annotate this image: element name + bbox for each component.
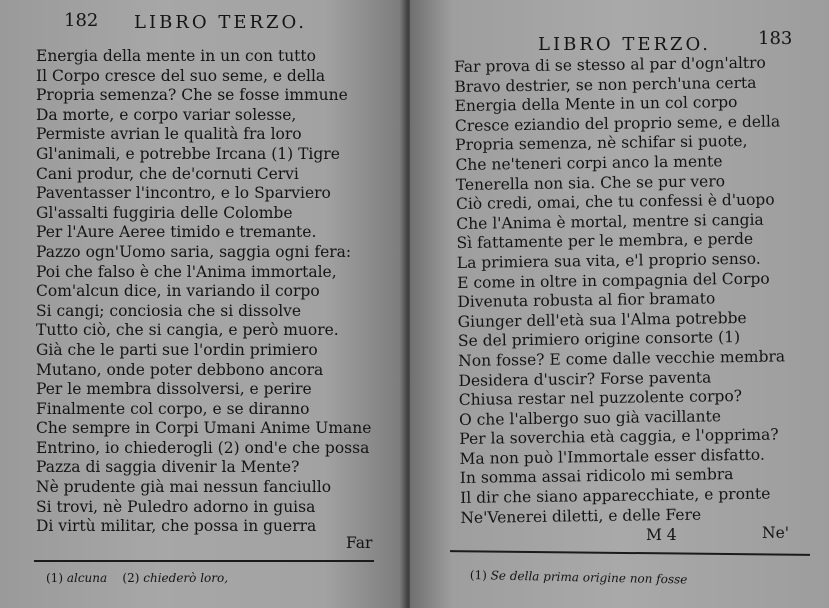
text-line: Ma non può l'Immortale esser disfatto. xyxy=(459,445,765,468)
footnote-marker: (1) xyxy=(46,571,63,585)
text-line: Per la soverchia età caggia, e l'opprima? xyxy=(459,425,779,449)
text-line: Ciò credi, omai, che tu confessi è d'uopo xyxy=(455,190,775,214)
text-line: La primiera sua vita, e'l proprio senso. xyxy=(456,249,761,272)
text-line: Da morte, e corpo variar solesse, xyxy=(36,105,297,124)
text-line: Per l'Aure Aeree timido e tremante. xyxy=(36,223,317,242)
footnote-text: Se della prima origine non fosse xyxy=(490,568,688,587)
text-line: Il dir che siano apparecchiate, e pronte xyxy=(460,484,771,508)
text-line: Che ne'teneri corpi anco la mente xyxy=(455,152,723,174)
right-footnote-rule xyxy=(450,550,810,556)
text-line: Se del primiero origine consorte (1) xyxy=(457,328,741,351)
text-line: Permiste avrian le qualità fra loro xyxy=(36,125,302,144)
text-line: Per le membra dissolversi, e perire xyxy=(36,380,312,399)
text-line: Di virtù militar, che possa in guerra xyxy=(36,517,317,536)
left-page xyxy=(0,0,406,608)
right-running-head: LIBRO TERZO. xyxy=(538,34,711,55)
text-line: Che sempre in Corpi Umani Anime Umane xyxy=(36,419,372,438)
text-line: Nè prudente già mai nessun fanciullo xyxy=(36,478,332,497)
text-line: Far prova di se stesso al par d'ogn'altro xyxy=(454,53,766,76)
text-line: Entrino, io chiederogli (2) ond'e che possa xyxy=(36,438,370,457)
left-footnotes xyxy=(46,571,228,585)
text-line: Giunger dell'età sua l'Alma potrebbe xyxy=(457,308,747,331)
text-line: Ne'Venerei diletti, e delle Fere xyxy=(460,505,702,527)
text-line: O che l'albergo suo già vacillante xyxy=(458,406,722,429)
text-line: Pazza di saggia divenir la Mente? xyxy=(36,458,300,477)
left-page-number: 182 xyxy=(64,10,99,31)
right-page xyxy=(410,0,829,608)
text-line: Propria semenza, nè schifar si puote, xyxy=(455,132,748,155)
text-line: Com'alcun dice, in variando il corpo xyxy=(36,282,320,301)
text-line: Divenuta robusta al fior bramato xyxy=(457,289,716,312)
text-line: Gl'assalti fuggiria delle Colombe xyxy=(36,203,293,222)
text-line: Il Corpo cresce del suo seme, e della xyxy=(36,66,326,85)
text-line: Paventasser l'incontro, e lo Sparviero xyxy=(36,184,331,203)
text-line: Bravo destrier, se non perch'una certa xyxy=(454,73,757,96)
text-line: Chiusa restar nel puzzolente corpo? xyxy=(458,387,743,410)
left-catchword: Far xyxy=(346,534,373,552)
right-catchword: Ne' xyxy=(762,524,789,542)
text-line: Energia della Mente in un col corpo xyxy=(454,93,738,116)
footnote-text: chiederò loro, xyxy=(143,571,229,585)
text-line: Tutto ciò, che si cangia, e però muore. xyxy=(36,321,339,340)
right-page-number: 183 xyxy=(758,28,793,49)
text-line: Cani produr, che de'cornuti Cervi xyxy=(36,164,299,183)
text-line: Poi che falso è che l'Anima immortale, xyxy=(36,262,337,281)
left-footnote-rule xyxy=(34,560,374,562)
text-line: Che l'Anima è mortal, mentre si cangia xyxy=(456,210,764,233)
text-line: Si trovi, nè Puledro adorno in guisa xyxy=(36,497,316,516)
text-line: Si cangi; conciosia che si dissolve xyxy=(36,301,302,320)
text-line: E come in oltre in compagnia del Corpo xyxy=(457,269,770,292)
text-line: Finalmente col corpo, e se diranno xyxy=(36,399,310,418)
left-running-head: LIBRO TERZO. xyxy=(134,12,307,33)
text-line: In somma assai ridicolo mi sembra xyxy=(459,465,734,488)
right-footnotes xyxy=(470,568,688,587)
right-signature-mark: M 4 xyxy=(646,526,677,544)
text-line: Non fosse? E come dalle vecchie membra xyxy=(458,347,786,370)
text-line: Desidera d'uscir? Forse paventa xyxy=(458,367,712,390)
footnote-text: alcuna xyxy=(66,571,108,585)
text-line: Propria semenza? Che se fosse immune xyxy=(36,86,348,105)
footnote-marker: (1) xyxy=(469,568,487,583)
text-line: Gl'animali, e potrebbe Ircana (1) Tigre xyxy=(36,144,340,163)
text-line: Già che le parti sue l'ordin primiero xyxy=(36,340,318,359)
right-text-block xyxy=(454,53,787,528)
text-line: Pazzo ogn'Uomo saria, saggia ogni fera: xyxy=(36,242,352,261)
text-line: Mutano, onde poter debbono ancora xyxy=(36,360,324,379)
text-line: Tenerella non sia. Che se pur vero xyxy=(455,171,726,194)
text-line: Sì fattamente per le membra, e perde xyxy=(456,230,754,253)
text-line: Energia della mente in un con tutto xyxy=(36,47,316,65)
footnote-marker: (2) xyxy=(122,571,140,585)
text-line: Cresce eziandio del proprio seme, e della xyxy=(454,112,781,135)
left-text-block xyxy=(36,47,371,537)
